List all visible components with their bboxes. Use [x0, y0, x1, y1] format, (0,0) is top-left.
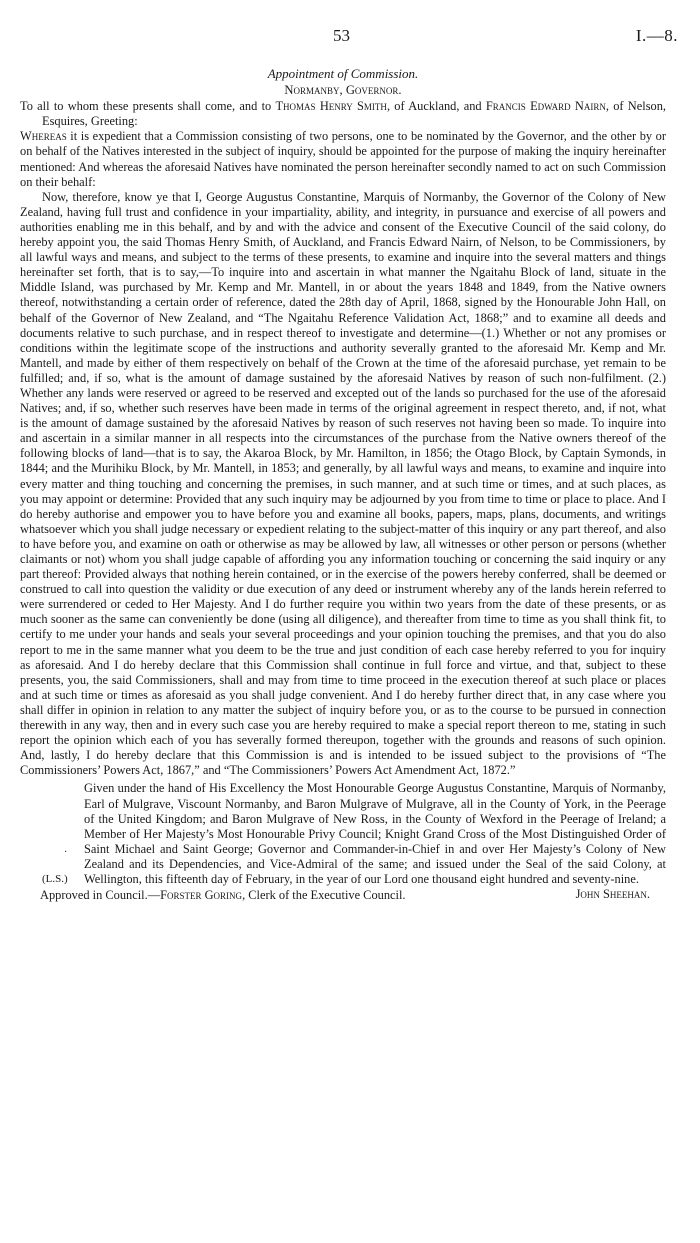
whereas-text: it is expedient that a Commission consisting of two persons, one to be nominated by the Governor, and the other by or on behalf of the Natives interested in the subject of inquiry, should be appointed for the purpose of making the inquiry hereinafter mentioned: And whereas the aforesaid Natives have nominated the person hereinafter secondly named to act on such Commission on their behalf:: [20, 129, 666, 189]
signer-name: John Sheehan.: [575, 887, 650, 902]
approved-line: [20, 888, 666, 903]
whereas-paragraph: [20, 129, 666, 189]
page-number: 53: [333, 26, 350, 45]
whereas-lead: Whereas: [20, 129, 67, 144]
margin-dot: ·: [64, 847, 68, 859]
address-prefix: To all to whom these presents shall come, and to: [20, 99, 276, 114]
document-reference: I.—8.: [635, 26, 678, 45]
approved-suffix: , Clerk of the Executive Council.: [242, 888, 406, 903]
seal-mark: (L.S.): [42, 873, 68, 886]
page-header: [0, 26, 700, 48]
governor-line: Normanby, Governor.: [284, 83, 402, 98]
approved-prefix: Approved in Council.—: [40, 888, 161, 903]
given-text: Given under the hand of His Excellency the Most Honourable George Augustus Constantine, Marquis of Normanby, Earl of Mulgrave, Viscount Normanby, and Baron Mulgrave of Mulgrave, all in the County of York, in the Peerage of the United Kingdom; and Baron Mulgrave of New Ross, in the County of Wexford in the Peerage of Ireland; a Member of Her Majesty’s Most Honourable Privy Council; Knight Grand Cross of the Most Distinguished Order of Saint Michael and Saint George; Governor and Commander-in-Chief in and over Her Majesty’s Colony of New Zealand and its Dependencies, and Vice-Admiral of the same; and issued under the Seal of the said Colony, at Wellington, this fifteenth day of February, in the year of our Lord one thousand eight hundred and seventy-nine.: [84, 781, 666, 886]
address-suffix: , of Nelson, Esquires, Greeting:: [42, 99, 667, 129]
document-body: [20, 66, 666, 903]
commissioner-name-2: Francis Edward Nairn: [485, 99, 606, 114]
commissioner-name-1: Thomas Henry Smith: [275, 99, 387, 114]
address-paragraph: [20, 99, 666, 129]
main-paragraph: Now, therefore, know ye that I, George Augustus Constantine, Marquis of Normanby, the Governor of the Colony of New Zealand, having full trust and confidence in your impartiality, ability, and integrity, in pursuance and exercise of all powers and authorities enabling me in this behalf, and by and with the advice and consent of the Executive Council of the said colony, do hereby appoint you, the said Thomas Henry Smith, of Auckland, and Francis Edward Nairn, of Nelson, to be Commissioners, by all lawful ways and means, and subject to the terms of these presents, to examine and inquire into the several matters and things hereinafter set forth, that is to say,—To inquire into and ascertain in what manner the Ngaitahu Block of land, situate in the Middle Island, was purchased by Mr. Kemp and Mr. Mantell, in or about the years 1848 and 1849, from the Native owners thereof, notwithstanding a certain order of reference, dated the 28th day of April, 1868, signed by the Honourable John Hall, on behalf of the Governor of New Zealand, and “The Ngaitahu Reference Validation Act, 1868;” and to examine all deeds and documents relative to such purchase, and in respect thereof to investigate and determine—(1.) Whether or not any promises or conditions within the legitimate scope of the instructions and authority severally granted to the aforesaid Mr. Kemp and Mr. Mantell, and made by either of them respectively on behalf of the Crown at the time of the aforesaid purchase, yet remain to be fulfilled; and, if so, what is the amount of damage sustained by the aforesaid Natives by reason of such non-fulfilment. (2.) Whether any lands were reserved or agreed to be reserved and excepted out of the lands so purchased for the use of the aforesaid Natives; and, if so, whether such reserves have been made in terms of the original agreement in respect thereto, and, if not, what is the amount of damage sustained by the aforesaid Natives by reason of such reserves not having been so made. To inquire into and ascertain in a similar manner in all respects into the circumstances of the purchase from the Native owners thereof of the following blocks of land—that is to say, the Akaroa Block, by Mr. Hamilton, in 1856; the Otago Block, by Captain Symonds, in 1844; and the Murihiku Block, by Mr. Mantell, in 1853; and generally, by all lawful ways and means, to examine and inquire into every matter and thing touching and concerning the premises, in such manner, and at such time or times, and at such places, as you may appoint or determine: Provided that any such inquiry may be adjourned by you from time to time or place to place. And I do hereby authorise and empower you to have before you and examine all books, papers, maps, plans, documents, and writings whatsoever which you shall judge necessary or expedient relating to the subject-matter of this inquiry or any part thereof, and also to have before you, and examine on oath or otherwise as may be allowed by law, all witnesses or other person or persons (whether claimants or not) whom you shall judge capable of affording you any information touching or concerning the said inquiry or any part thereof: Provided always that nothing herein contained, or in the exercise of the powers hereby conferred, shall be deemed or construed to call into question the validity or due execution of any deed or instrument whereby any of the lands herein referred to were surrendered or ceded to Her Majesty. And I do further require you within two years from the date of these presents, or as much sooner as the same can conveniently be done (using all diligence), and thereafter from time to time as you shall think fit, to certify to me under your hands and seals your several proceedings and your opinion touching the premises, and that you do also report to me in the same manner what you deem to be the true and just condition of each case hereby referred to you for inquiry as aforesaid. And I do hereby declare that this Commission shall continue in full force and virtue, and that, subject to these presents, you, the said Commissioners, shall and may from time to time proceed in the execution thereof at such place or places and at such time or times as aforesaid as you shall judge convenient. And I do hereby further direct that, in any case where you shall differ in opinion in relation to any matter the subject of inquiry before you, or as to the course to be pursued in connection therewith in any way, then and in every such case you are hereby required to make a special report thereon to me, stating in such report the opinion which each of you has severally formed thereupon, together with the grounds and reasons of such opinion. And, lastly, I do hereby declare that this Commission is and is intended to be issued subject to the provisions of “The Commissioners’ Powers Act, 1867,” and “The Commissioners’ Powers Act Amendment Act, 1872.”: [20, 189, 666, 778]
address-middle: , of Auckland, and: [386, 99, 486, 114]
clerk-name: Forster Goring: [160, 888, 243, 903]
section-title: Appointment of Commission.: [267, 66, 419, 81]
